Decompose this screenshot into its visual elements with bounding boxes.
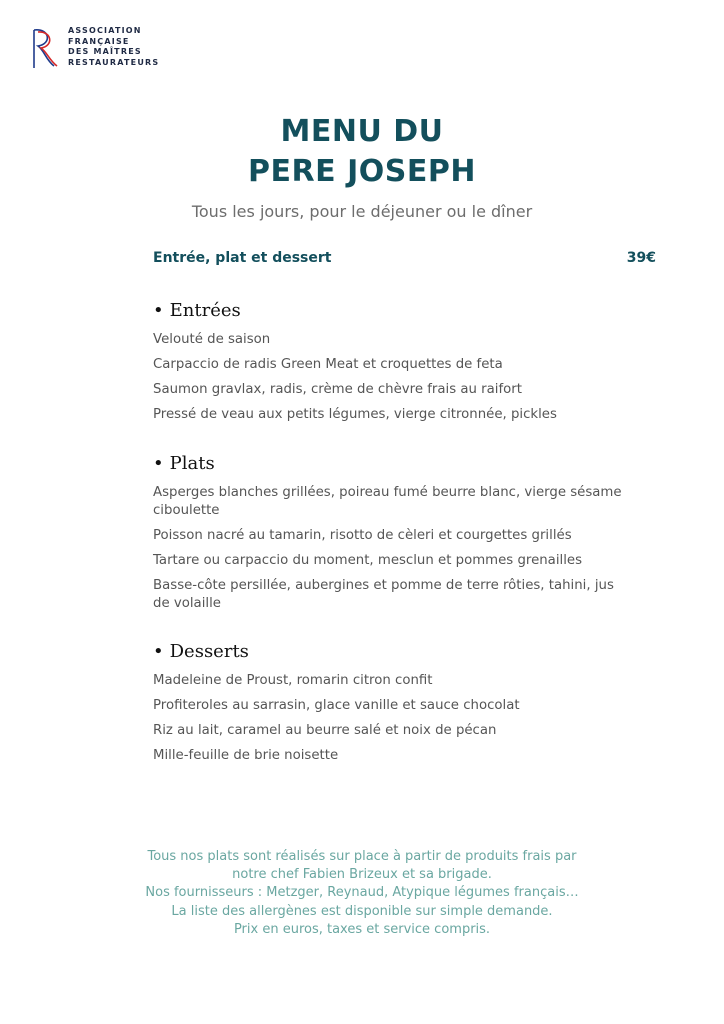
section-title-text: Plats	[169, 453, 215, 474]
association-logo	[30, 26, 159, 70]
bullet-icon: •	[153, 641, 164, 662]
list-item: Poisson nacré au tamarin, risotto de cèleri et courgettes grillés	[153, 528, 572, 543]
footer-line: La liste des allergènes est disponible sur simple demande.	[171, 903, 553, 919]
formula-row	[153, 250, 656, 266]
list-item: Tartare ou carpaccio du moment, mesclun et pommes grenailles	[153, 553, 583, 568]
section-entrees	[153, 299, 633, 431]
logo-line: RESTAURATEURS	[68, 57, 160, 67]
list-item: Carpaccio de radis Green Meat et croquettes de feta	[153, 357, 503, 372]
section-title-text: Entrées	[169, 300, 241, 321]
section-plats	[153, 452, 633, 620]
menu-title-line2: PERE JOSEPH	[248, 154, 476, 189]
list-item: Basse-côte persillée, aubergines et pomme de terre rôties, tahini, jus de volaille	[153, 578, 614, 611]
list-item: Velouté de saison	[153, 332, 271, 347]
list-item: Madeleine de Proust, romarin citron confit	[153, 673, 433, 688]
logo-line: ASSOCIATION	[68, 26, 142, 35]
section-title	[153, 452, 633, 476]
menu-title	[0, 112, 724, 192]
formula-label: Entrée, plat et dessert	[153, 250, 332, 266]
list-item: Profiteroles au sarrasin, glace vanille et sauce chocolat	[153, 698, 520, 713]
list-item: Riz au lait, caramel au beurre salé et noix de pécan	[153, 723, 497, 738]
menu-subtitle: Tous les jours, pour le déjeuner ou le dîner	[191, 202, 533, 221]
bullet-icon: •	[153, 300, 164, 321]
footer-line: Prix en euros, taxes et service compris.	[233, 921, 491, 937]
footer-line: Tous nos plats sont réalisés sur place à partir de produits frais par	[147, 849, 577, 864]
formula-price: 39€	[626, 250, 656, 266]
bullet-icon: •	[153, 453, 164, 474]
maitres-restaurateurs-r-icon	[30, 26, 60, 70]
menu-title-line1: MENU DU	[280, 114, 444, 149]
list-item: Asperges blanches grillées, poireau fumé beurre blanc, vierge sésame ciboulette	[153, 485, 622, 518]
section-title	[153, 299, 633, 323]
section-desserts	[153, 640, 633, 772]
footer-line: Nos fournisseurs : Metzger, Reynaud, Atypique légumes français…	[145, 885, 579, 901]
footer-line: notre chef Fabien Brizeux et sa brigade.	[232, 867, 492, 883]
menu-footer-notes	[0, 848, 724, 939]
list-item: Saumon gravlax, radis, crème de chèvre frais au raifort	[153, 382, 522, 397]
section-title	[153, 640, 633, 664]
logo-wordmark	[68, 26, 159, 68]
list-item: Pressé de veau aux petits légumes, vierge citronnée, pickles	[153, 407, 557, 422]
logo-line: FRANÇAISE	[68, 36, 130, 46]
section-title-text: Desserts	[169, 641, 249, 662]
logo-line: DES MAÎTRES	[68, 47, 142, 56]
list-item: Mille-feuille de brie noisette	[153, 748, 339, 763]
